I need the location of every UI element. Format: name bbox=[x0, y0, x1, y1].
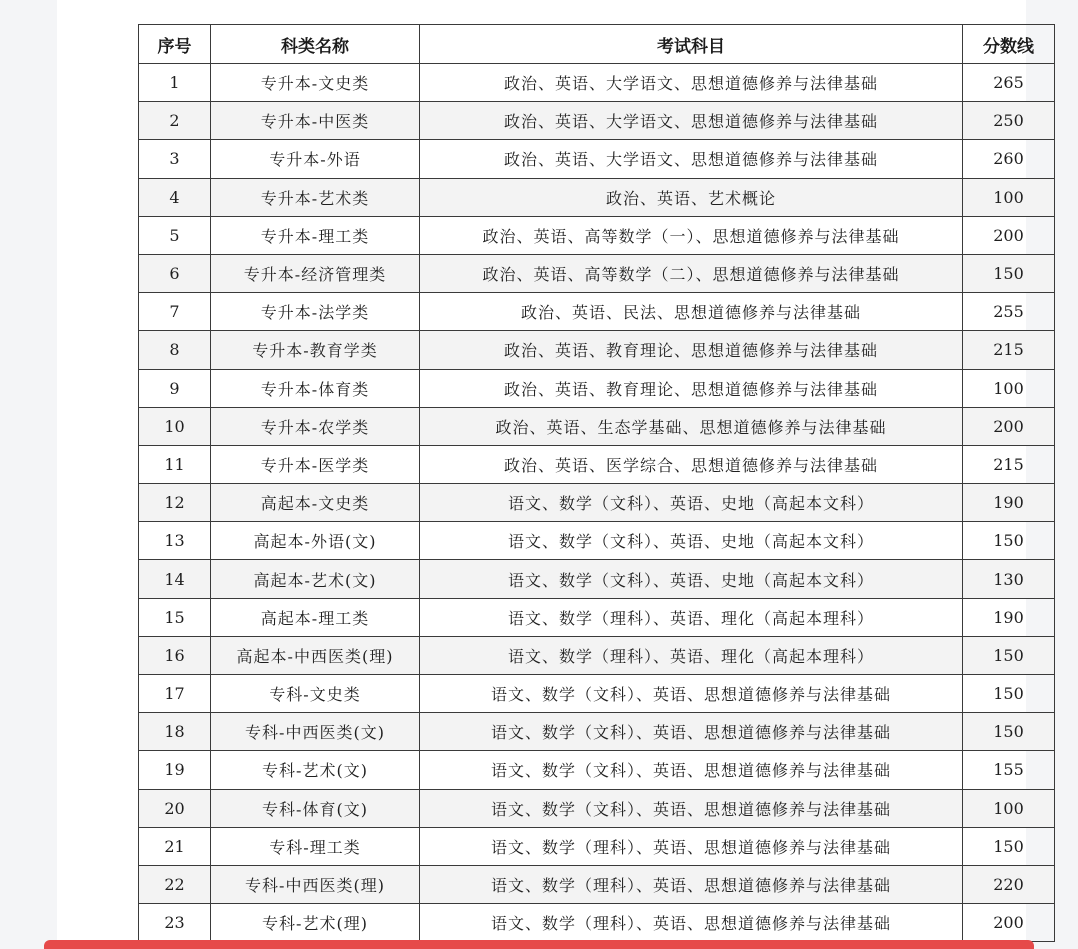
table-row bbox=[139, 178, 1055, 216]
score-cell: 200 bbox=[963, 216, 1055, 254]
subjects-cell: 语文、数学（文科）、英语、思想道德修养与法律基础 bbox=[420, 789, 963, 827]
category-cell: 高起本-文史类 bbox=[211, 484, 420, 522]
category-cell: 高起本-外语(文) bbox=[211, 522, 420, 560]
score-cell: 150 bbox=[963, 522, 1055, 560]
score-cell: 220 bbox=[963, 865, 1055, 903]
row-index-cell: 1 bbox=[139, 64, 211, 102]
table-row bbox=[139, 254, 1055, 292]
subjects-cell: 语文、数学（文科）、英语、史地（高起本文科） bbox=[420, 560, 963, 598]
score-cell: 130 bbox=[963, 560, 1055, 598]
score-cell: 100 bbox=[963, 178, 1055, 216]
row-index-cell: 6 bbox=[139, 254, 211, 292]
category-cell: 专科-文史类 bbox=[211, 675, 420, 713]
category-cell: 专科-理工类 bbox=[211, 827, 420, 865]
score-cell: 255 bbox=[963, 293, 1055, 331]
row-index-cell: 4 bbox=[139, 178, 211, 216]
table-row bbox=[139, 904, 1055, 942]
document-page bbox=[57, 0, 1034, 949]
subjects-cell: 政治、英语、大学语文、思想道德修养与法律基础 bbox=[420, 140, 963, 178]
row-index-cell: 13 bbox=[139, 522, 211, 560]
table-row bbox=[139, 751, 1055, 789]
row-index-cell: 21 bbox=[139, 827, 211, 865]
row-index-cell: 15 bbox=[139, 598, 211, 636]
score-cell: 215 bbox=[963, 331, 1055, 369]
row-index-cell: 19 bbox=[139, 751, 211, 789]
row-index-cell: 16 bbox=[139, 636, 211, 674]
table-body bbox=[139, 64, 1055, 942]
subjects-cell: 政治、英语、生态学基础、思想道德修养与法律基础 bbox=[420, 407, 963, 445]
table-row bbox=[139, 369, 1055, 407]
row-index-cell: 9 bbox=[139, 369, 211, 407]
category-cell: 专升本-农学类 bbox=[211, 407, 420, 445]
row-index-cell: 18 bbox=[139, 713, 211, 751]
subjects-cell: 政治、英语、大学语文、思想道德修养与法律基础 bbox=[420, 64, 963, 102]
table-row bbox=[139, 598, 1055, 636]
table-row bbox=[139, 331, 1055, 369]
subjects-cell: 政治、英语、高等数学（二）、思想道德修养与法律基础 bbox=[420, 254, 963, 292]
table-row bbox=[139, 484, 1055, 522]
category-cell: 专科-艺术(理) bbox=[211, 904, 420, 942]
header-subjects: 考试科目 bbox=[420, 25, 963, 64]
header-index: 序号 bbox=[139, 25, 211, 64]
score-cell: 260 bbox=[963, 140, 1055, 178]
category-cell: 高起本-中西医类(理) bbox=[211, 636, 420, 674]
subjects-cell: 语文、数学（理科）、英语、理化（高起本理科） bbox=[420, 636, 963, 674]
category-cell: 高起本-艺术(文) bbox=[211, 560, 420, 598]
score-cell: 200 bbox=[963, 904, 1055, 942]
score-cell: 100 bbox=[963, 369, 1055, 407]
category-cell: 专科-艺术(文) bbox=[211, 751, 420, 789]
table-row bbox=[139, 675, 1055, 713]
score-cell: 215 bbox=[963, 445, 1055, 483]
row-index-cell: 22 bbox=[139, 865, 211, 903]
row-index-cell: 3 bbox=[139, 140, 211, 178]
subjects-cell: 语文、数学（理科）、英语、思想道德修养与法律基础 bbox=[420, 827, 963, 865]
row-index-cell: 8 bbox=[139, 331, 211, 369]
row-index-cell: 10 bbox=[139, 407, 211, 445]
subjects-cell: 政治、英语、艺术概论 bbox=[420, 178, 963, 216]
score-cell: 190 bbox=[963, 484, 1055, 522]
category-cell: 专升本-体育类 bbox=[211, 369, 420, 407]
subjects-cell: 政治、英语、医学综合、思想道德修养与法律基础 bbox=[420, 445, 963, 483]
category-cell: 专科-中西医类(文) bbox=[211, 713, 420, 751]
subjects-cell: 政治、英语、高等数学（一）、思想道德修养与法律基础 bbox=[420, 216, 963, 254]
score-cell: 250 bbox=[963, 102, 1055, 140]
category-cell: 专升本-中医类 bbox=[211, 102, 420, 140]
table-row bbox=[139, 140, 1055, 178]
table-row bbox=[139, 865, 1055, 903]
category-cell: 高起本-理工类 bbox=[211, 598, 420, 636]
table-row bbox=[139, 789, 1055, 827]
category-cell: 专科-中西医类(理) bbox=[211, 865, 420, 903]
category-cell: 专科-体育(文) bbox=[211, 789, 420, 827]
table-row bbox=[139, 293, 1055, 331]
subjects-cell: 政治、英语、大学语文、思想道德修养与法律基础 bbox=[420, 102, 963, 140]
row-index-cell: 12 bbox=[139, 484, 211, 522]
category-cell: 专升本-教育学类 bbox=[211, 331, 420, 369]
score-table-container bbox=[138, 24, 1055, 942]
score-cell: 190 bbox=[963, 598, 1055, 636]
table-row bbox=[139, 560, 1055, 598]
subjects-cell: 语文、数学（文科）、英语、史地（高起本文科） bbox=[420, 484, 963, 522]
score-cell: 150 bbox=[963, 675, 1055, 713]
row-index-cell: 23 bbox=[139, 904, 211, 942]
subjects-cell: 语文、数学（理科）、英语、思想道德修养与法律基础 bbox=[420, 904, 963, 942]
row-index-cell: 11 bbox=[139, 445, 211, 483]
score-cell: 150 bbox=[963, 713, 1055, 751]
subjects-cell: 语文、数学（理科）、英语、理化（高起本理科） bbox=[420, 598, 963, 636]
subjects-cell: 语文、数学（文科）、英语、思想道德修养与法律基础 bbox=[420, 713, 963, 751]
table-row bbox=[139, 827, 1055, 865]
score-cell: 265 bbox=[963, 64, 1055, 102]
row-index-cell: 5 bbox=[139, 216, 211, 254]
category-cell: 专升本-经济管理类 bbox=[211, 254, 420, 292]
table-header-row bbox=[139, 25, 1055, 64]
category-cell: 专升本-文史类 bbox=[211, 64, 420, 102]
table-row bbox=[139, 445, 1055, 483]
category-cell: 专升本-法学类 bbox=[211, 293, 420, 331]
table-row bbox=[139, 713, 1055, 751]
table-row bbox=[139, 102, 1055, 140]
category-cell: 专升本-外语 bbox=[211, 140, 420, 178]
header-category: 科类名称 bbox=[211, 25, 420, 64]
score-cell: 150 bbox=[963, 827, 1055, 865]
score-cell: 150 bbox=[963, 636, 1055, 674]
table-row bbox=[139, 407, 1055, 445]
row-index-cell: 2 bbox=[139, 102, 211, 140]
table-row bbox=[139, 636, 1055, 674]
row-index-cell: 20 bbox=[139, 789, 211, 827]
row-index-cell: 14 bbox=[139, 560, 211, 598]
subjects-cell: 语文、数学（理科）、英语、思想道德修养与法律基础 bbox=[420, 865, 963, 903]
score-cell: 150 bbox=[963, 254, 1055, 292]
category-cell: 专升本-艺术类 bbox=[211, 178, 420, 216]
score-table bbox=[138, 24, 1055, 942]
row-index-cell: 7 bbox=[139, 293, 211, 331]
subjects-cell: 语文、数学（文科）、英语、史地（高起本文科） bbox=[420, 522, 963, 560]
subjects-cell: 语文、数学（文科）、英语、思想道德修养与法律基础 bbox=[420, 675, 963, 713]
bottom-accent-bar bbox=[44, 940, 1034, 949]
score-cell: 200 bbox=[963, 407, 1055, 445]
subjects-cell: 政治、英语、教育理论、思想道德修养与法律基础 bbox=[420, 369, 963, 407]
table-row bbox=[139, 522, 1055, 560]
category-cell: 专升本-理工类 bbox=[211, 216, 420, 254]
subjects-cell: 语文、数学（文科）、英语、思想道德修养与法律基础 bbox=[420, 751, 963, 789]
category-cell: 专升本-医学类 bbox=[211, 445, 420, 483]
table-row bbox=[139, 216, 1055, 254]
table-row bbox=[139, 64, 1055, 102]
row-index-cell: 17 bbox=[139, 675, 211, 713]
subjects-cell: 政治、英语、民法、思想道德修养与法律基础 bbox=[420, 293, 963, 331]
subjects-cell: 政治、英语、教育理论、思想道德修养与法律基础 bbox=[420, 331, 963, 369]
score-cell: 100 bbox=[963, 789, 1055, 827]
score-cell: 155 bbox=[963, 751, 1055, 789]
header-score: 分数线 bbox=[963, 25, 1055, 64]
